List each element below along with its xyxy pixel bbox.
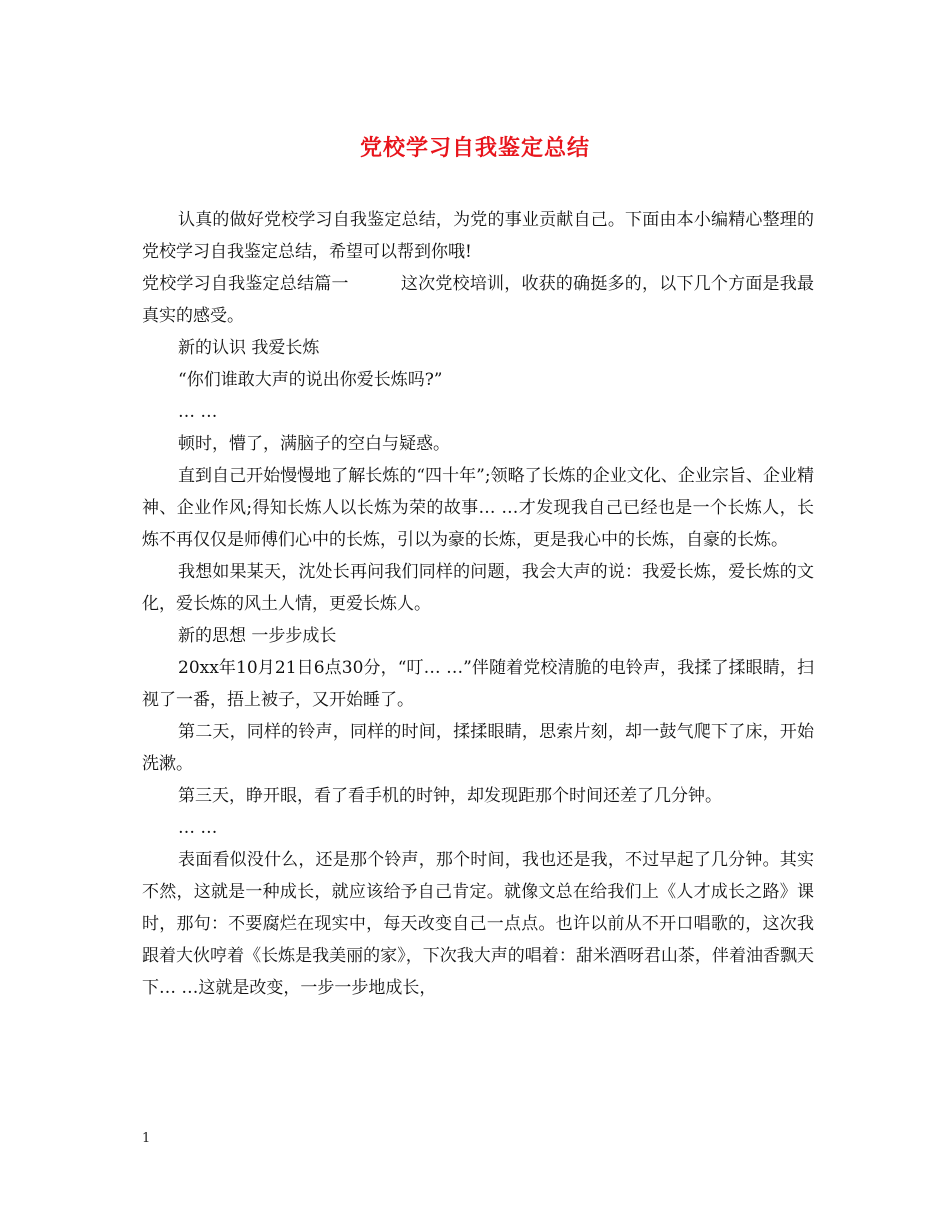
paragraph-third-day: 第三天，睁开眼，看了看手机的时钟，却发现距那个时间还差了几分钟。: [178, 786, 722, 806]
section-text: 这次党校培训，收获的确挺多的，以下几个方面是我最真实的感受。: [142, 274, 815, 326]
document-title: 党校学习自我鉴定总结: [359, 135, 590, 161]
section-label: 党校学习自我鉴定总结篇一: [142, 274, 349, 294]
document-body: [142, 204, 814, 1004]
heading-new-understanding: 新的认识 我爱长炼: [178, 338, 320, 358]
paragraph-love-changlian: 我想如果某天，沈处长再问我们同样的问题，我会大声的说：我爱长炼，爱长炼的文化，爱长炼的风土人情，更爱长炼人。: [142, 562, 814, 614]
paragraph-second-day: 第二天，同样的铃声，同样的时间，揉揉眼睛，思索片刻，却一鼓气爬下了床，开始洗漱。: [142, 722, 814, 774]
paragraph-confusion: 顿时，懵了，满脑子的空白与疑惑。: [178, 434, 450, 454]
paragraph-forty-years: 直到自己开始慢慢地了解长炼的“四十年”;领略了长炼的企业文化、企业宗旨、企业精神、企业作风;得知长炼人以长炼为荣的故事… …才发现我自己已经也是一个长炼人，长炼不再仅仅是师傅们心中的长炼，引以为豪的长炼，更是我心中的长炼，自豪的长炼。: [142, 466, 814, 550]
paragraph-first-day: 20xx年10月21日6点30分，“叮… …”伴随着党校清脆的电铃声，我揉了揉眼睛，扫视了一番，捂上被子，又开始睡了。: [142, 658, 814, 710]
paragraph-question: “你们谁敢大声的说出你爱长炼吗?”: [178, 370, 443, 390]
paragraph-section-one: [142, 268, 814, 332]
paragraph-growth: 表面看似没什么，还是那个铃声，那个时间，我也还是我，不过早起了几分钟。其实不然，这就是一种成长，就应该给予自己肯定。就像文总在给我们上《人才成长之路》课时，那句：不要腐烂在现实中，每天改变自己一点点。也许以前从不开口唱歌的，这次我跟着大伙哼着《长炼是我美丽的家》，下次我大声的唱着：甜米酒呀君山茶，伴着油香飘天下… …这就是改变，一步一步地成长，: [142, 850, 814, 998]
paragraph-ellipsis-2: … …: [178, 818, 218, 838]
paragraph-intro: 认真的做好党校学习自我鉴定总结，为党的事业贡献自己。下面由本小编精心整理的党校学习自我鉴定总结，希望可以帮到你哦!: [142, 210, 814, 262]
heading-new-thinking: 新的思想 一步步成长: [178, 626, 337, 646]
paragraph-ellipsis-1: … …: [178, 402, 218, 422]
page-number: 1: [142, 1131, 151, 1146]
